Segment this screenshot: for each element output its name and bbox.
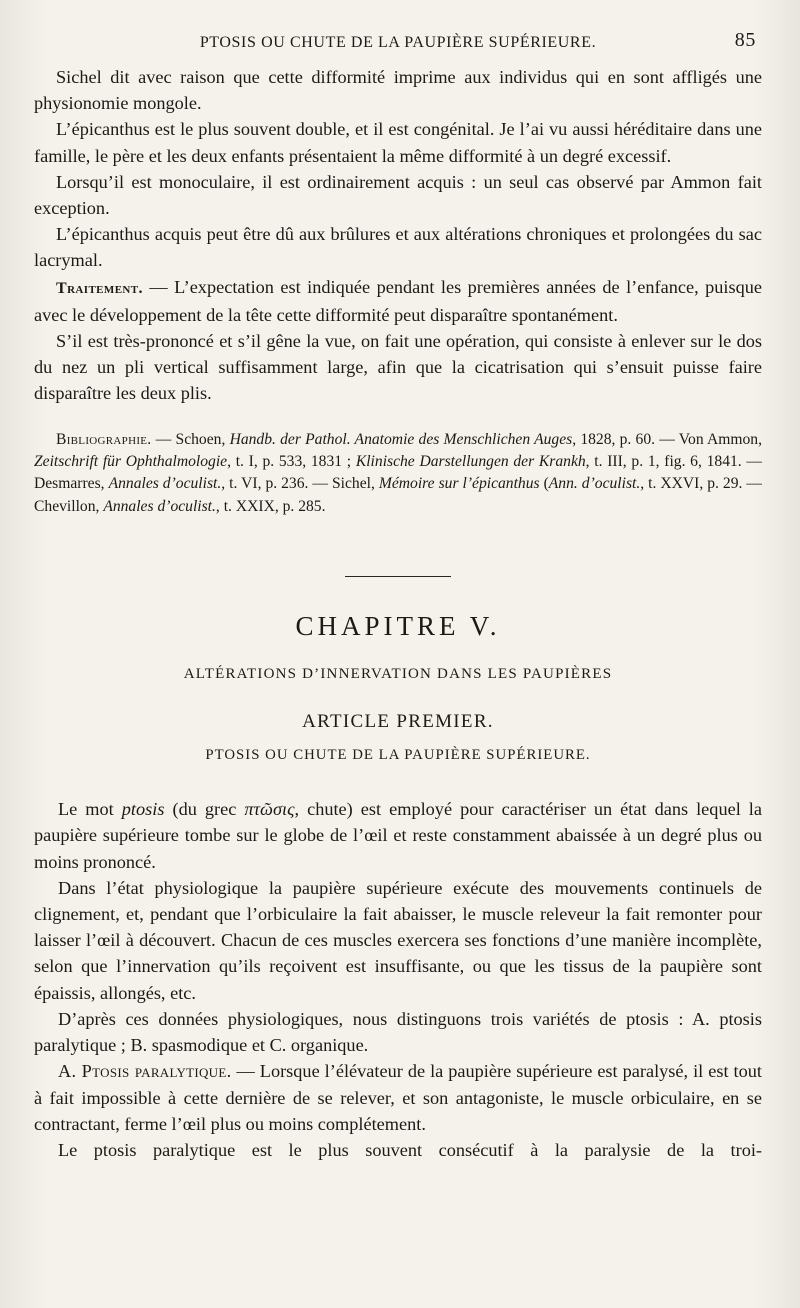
running-title: PTOSIS OU CHUTE DE LA PAUPIÈRE SUPÉRIEURE. [199, 34, 597, 51]
paralytic-label: A. Ptosis paralytique. [58, 1061, 232, 1082]
paragraph: L’épicanthus est le plus souvent double, et il est congénital. Je l’ai vu aussi héréditaire dans une famille, le père et les deux enfants présentaient la même difformité à un degré excessif. [34, 119, 762, 166]
treatment-text: — L’expectation est indiquée pendant les premières années de l’enfance, puisque avec le développement de la tête cette difformité peut disparaître spontanément. [34, 276, 762, 325]
text: Le mot [58, 799, 122, 820]
bibliography [34, 429, 762, 519]
bib-title: Zeitschrift für Ophthalmologie [34, 453, 228, 471]
paragraph: S’il est très-prononcé et s’il gêne la vue, on fait une opération, qui consiste à enlever sur le dos du nez un pli vertical suffisamment large, afin que la cicatrisation qui s’ensuit puisse faire disparaître les deux plis. [34, 331, 762, 404]
bib-text: , t. XXVI, p. 29. — Chevillon, [34, 475, 763, 515]
bib-text: ( [539, 475, 549, 493]
paragraph: Dans l’état physiologique la paupière supérieure exécute des mouvements continuels de clignement, et, pendant que l’orbiculaire la fait abaisser, le muscle releveur la fait remonter pour laisser l’œil à découvert. Chacun de ces muscles exercera ses fonctions d’une manière incomplète, selon que l’innervation qu’ils reçoivent est insuffisante, ou que les tissus de la paupière sont épaissis, allongés, etc. [34, 877, 762, 1003]
separator-rule [345, 576, 451, 577]
text: , chute) est employé pour caractériser un état dans lequel la paupière supérieure tombe sur le globe de l’œil et reste constamment abaissée à un degré plus ou moins prononcé. [34, 799, 762, 872]
paragraph: L’épicanthus acquis peut être dû aux brûlures et aux altérations chroniques et prolongées du sac lacrymal. [34, 224, 762, 271]
bib-text: , 1828, p. 60. — Von Ammon, [572, 430, 763, 448]
chapter-title: CHAPITRE V. [295, 611, 501, 642]
paragraph: Le ptosis paralytique est le plus souvent consécutif à la paralysie de la troi- [58, 1139, 762, 1160]
paragraph: D’après ces données physiologiques, nous distinguons trois variétés de ptosis : A. ptosis paralytique ; B. spasmodique et C. organique. [34, 1008, 762, 1056]
top-text [34, 64, 762, 407]
page-number: 85 [734, 29, 756, 51]
bib-text: , t. XXIX, p. 285. [215, 497, 326, 515]
bib-title: Annales d’oculist. [108, 475, 222, 493]
bibliography-label: Bibliographie. [56, 430, 152, 448]
article-title: ARTICLE PREMIER. [302, 711, 494, 733]
bib-text: , t. VI, p. 236. — Sichel, [221, 475, 379, 493]
paragraph-paralytic [34, 1058, 762, 1137]
running-head [34, 0, 762, 52]
bib-title: Annales d’oculist. [103, 497, 216, 515]
bib-text: , t. III, p. 1, fig. 6, 1841. — Desmarres, [34, 453, 762, 493]
bib-title: Mémoire sur l’épicanthus [378, 475, 540, 493]
paragraph-treatment [34, 274, 762, 328]
paragraph: Sichel dit avec raison que cette difformité imprime aux individus qui en sont affligés une physionomie mongole. [34, 67, 762, 114]
chapter-text [34, 796, 762, 1163]
greek-term: πτῶσις [244, 799, 295, 820]
paragraph: Lorsqu’il est monoculaire, il est ordinairement acquis : un seul cas observé par Ammon fait exception. [34, 171, 762, 219]
treatment-label: Traitement. [56, 279, 143, 297]
bib-title: Klinische Darstellungen der Krankh [355, 453, 586, 471]
bib-title: Handb. der Pathol. Anatomie des Menschlichen Auges [229, 430, 573, 448]
text: (du grec [164, 799, 245, 820]
bib-title: Ann. d’oculist. [548, 475, 641, 493]
term: ptosis [121, 799, 165, 820]
section-title: ALTÉRATIONS D’INNERVATION DANS LES PAUPIÈRES [183, 666, 613, 683]
bib-text: , t. I, p. 533, 1831 ; [227, 453, 356, 471]
bib-text: — Schoen, [151, 430, 230, 448]
article-subtitle: PTOSIS OU CHUTE DE LA PAUPIÈRE SUPÉRIEURE. [205, 747, 591, 764]
text: — Lorsque l’élévateur de la paupière supérieure est paralysé, il est tout à fait impossible à cette dernière de se relever, et son antagoniste, le muscle orbiculaire, en se contractant, ferme l’œil plus ou moins complétement. [34, 1061, 762, 1134]
paragraph-definition [34, 796, 762, 875]
